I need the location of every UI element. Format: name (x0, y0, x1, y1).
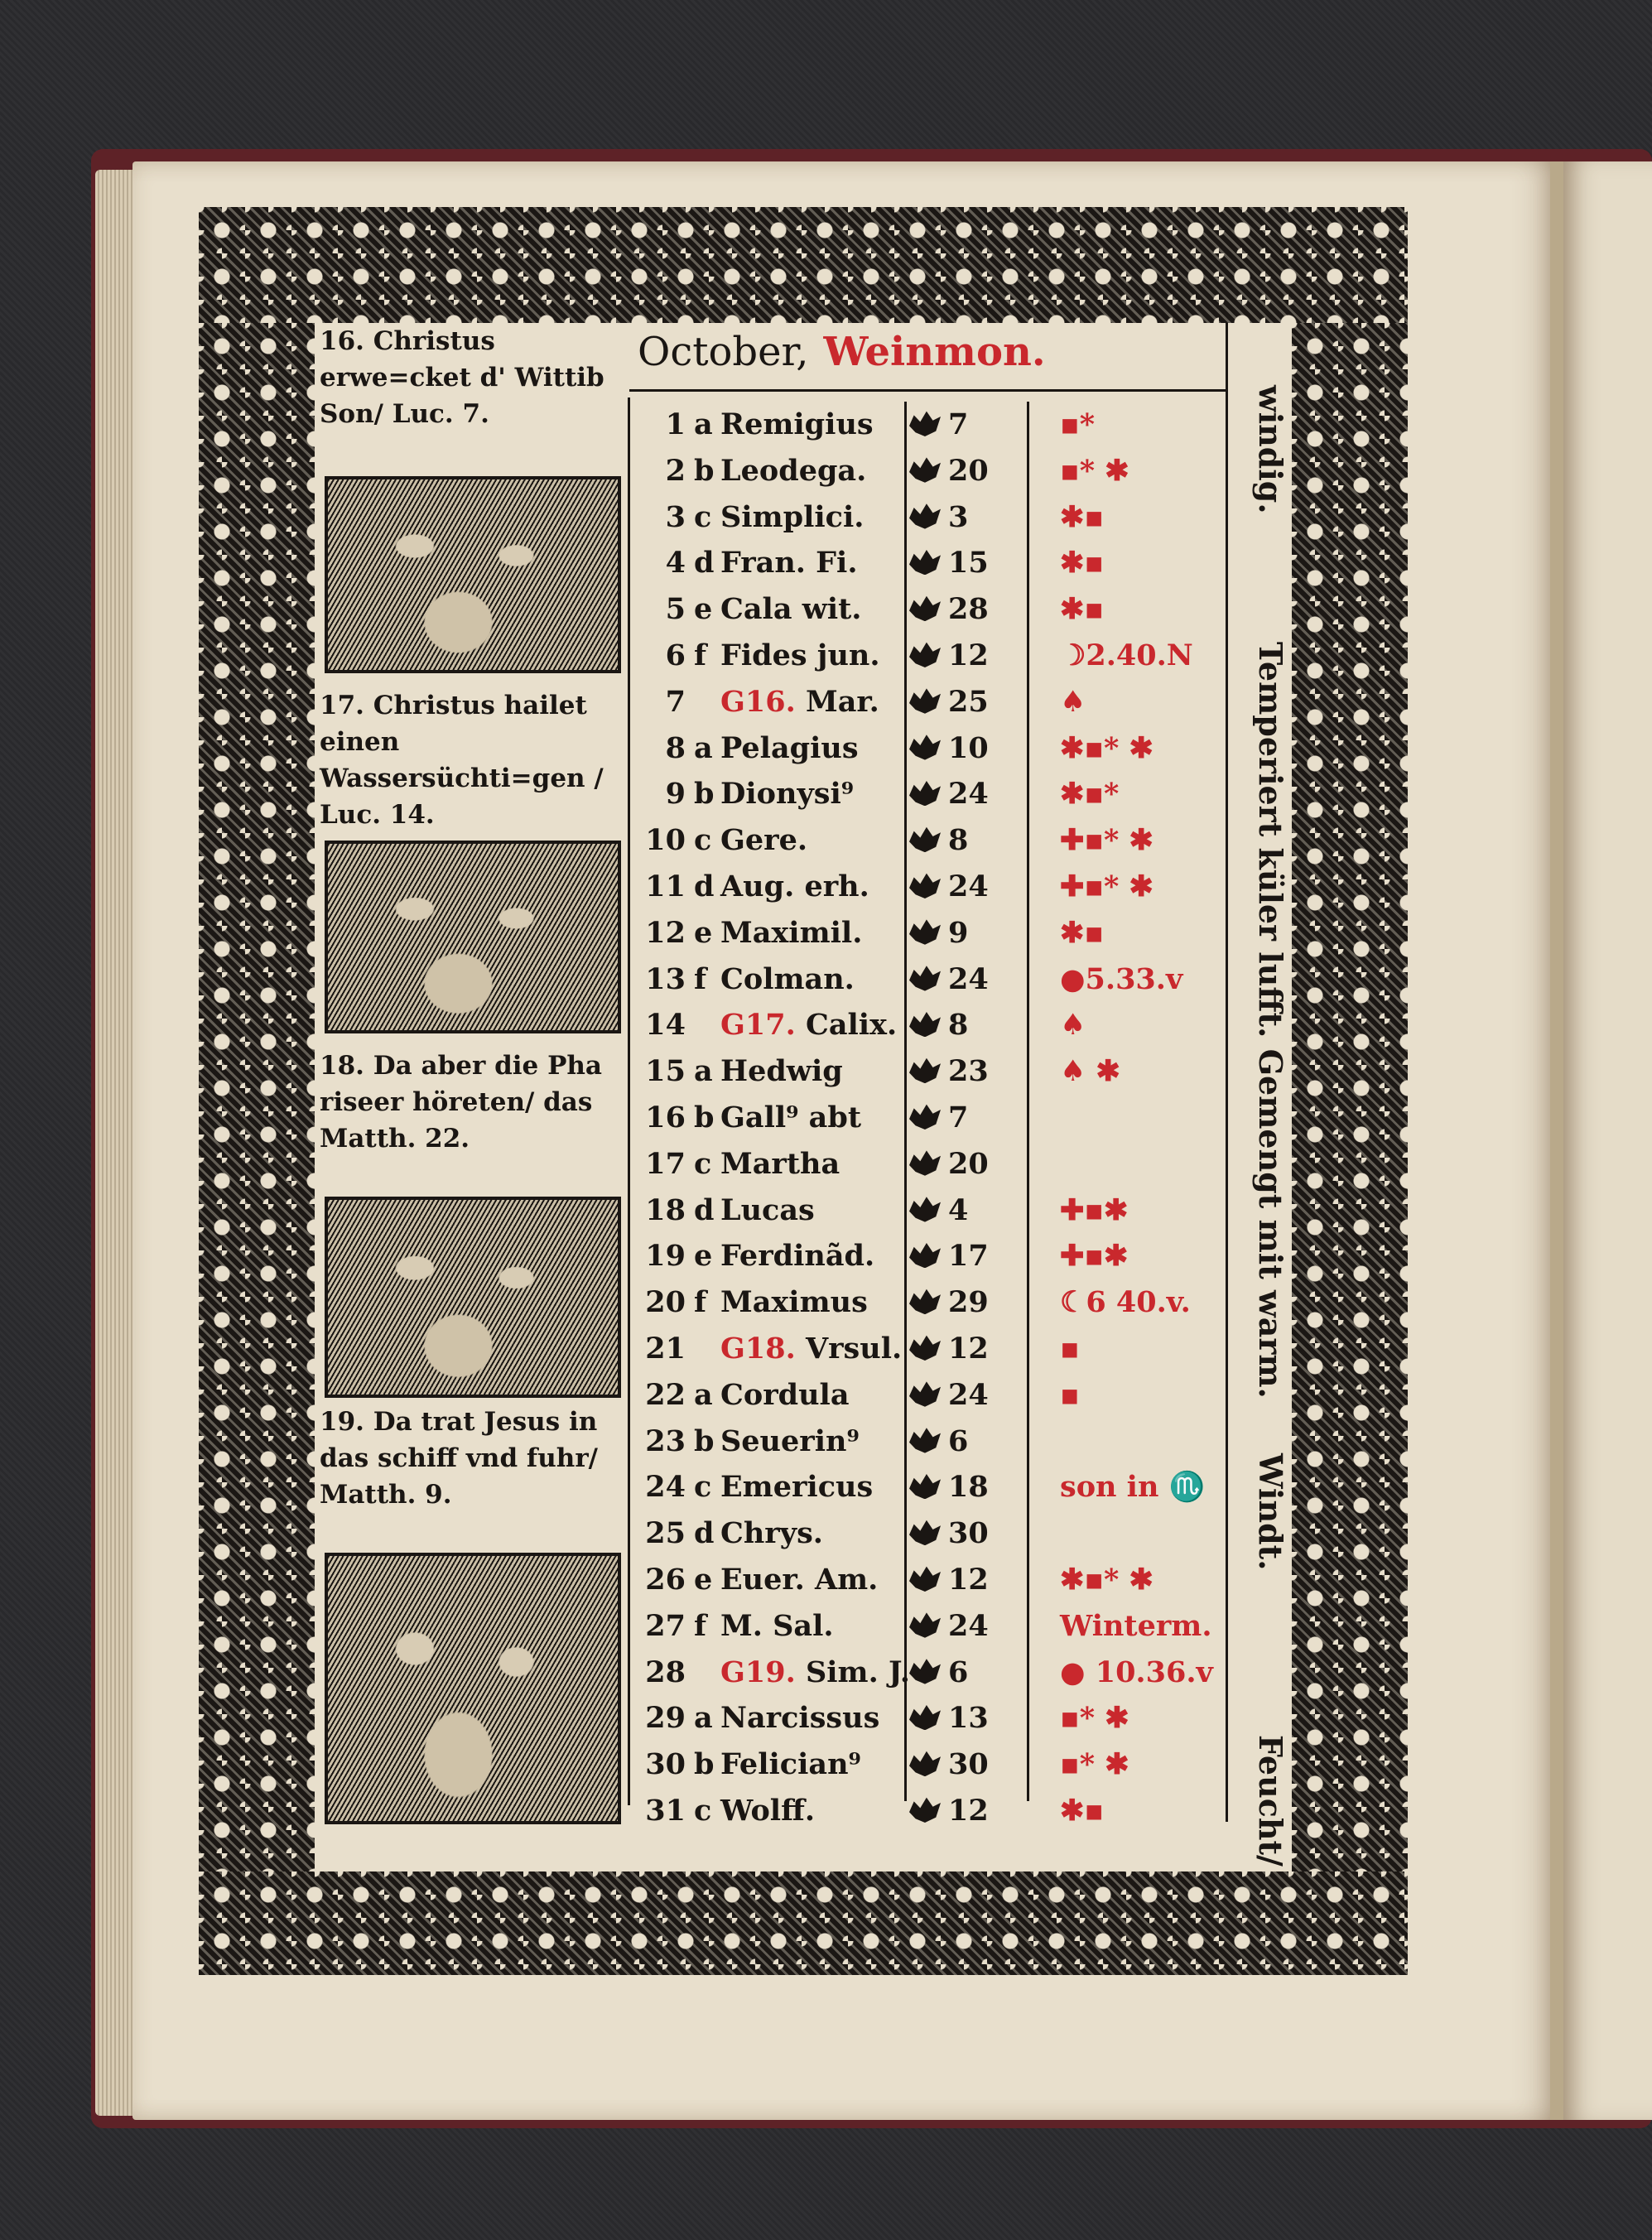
zodiac-sign-icon (909, 1380, 941, 1407)
woodcut-illustration (325, 476, 621, 673)
dominical-letter: e (694, 592, 713, 627)
calendar-content (315, 323, 1292, 1871)
aspect-symbols: ✱▪ (1060, 546, 1105, 580)
moon-degree: 24 (948, 870, 989, 903)
aspect-symbols: ✱▪ (1060, 915, 1105, 950)
day-row (629, 771, 1259, 817)
dominical-letter: b (694, 453, 715, 488)
saint-name: Gall⁹ abt (720, 1101, 861, 1134)
aspect-symbols: ✚▪✱ (1060, 1239, 1129, 1274)
dominical-letter: b (694, 1423, 715, 1458)
saint-name: Martha (720, 1146, 840, 1181)
aspect-symbols: ▪* (1060, 407, 1096, 441)
zodiac-sign-icon (909, 410, 941, 436)
aspect-symbols: ♠ (1060, 684, 1086, 719)
aspect-symbols: ✚▪✱ (1060, 1192, 1129, 1227)
day-row (629, 725, 1259, 772)
moon-degree: 25 (948, 684, 989, 719)
saint-name: G16. Mar. (720, 684, 879, 719)
day-number: 16 (645, 1101, 686, 1134)
saint-name: Fran. Fi. (720, 546, 858, 580)
woodcut-illustration (325, 1197, 621, 1398)
gospel-caption: 18. Da aber die Pha riseer höreten/ das Matth. 22. (320, 1051, 602, 1154)
zodiac-sign-icon (909, 1196, 941, 1222)
zodiac-sign-icon (909, 1519, 941, 1545)
border-left-ornament (199, 323, 315, 1871)
dominical-letter: f (694, 638, 707, 672)
saint-name: Lucas (720, 1192, 815, 1227)
day-row (629, 1233, 1259, 1279)
day-row (629, 1372, 1259, 1419)
dominical-letter: d (694, 870, 715, 903)
day-number: 2 (665, 453, 686, 488)
woodcut-illustration (325, 841, 621, 1033)
day-number: 6 (665, 638, 686, 672)
zodiac-sign-icon (909, 965, 941, 991)
moon-degree: 24 (948, 777, 989, 812)
saint-name: Dionysi⁹ (720, 777, 855, 812)
moon-degree: 30 (948, 1516, 989, 1551)
moon-degree: 15 (948, 546, 989, 580)
day-number: 3 (665, 499, 686, 534)
zodiac-sign-icon (909, 548, 941, 575)
moon-degree: 12 (948, 1332, 989, 1366)
zodiac-sign-icon (909, 1472, 941, 1499)
month-german: Weinmon. (823, 329, 1046, 375)
moon-degree: 17 (948, 1239, 989, 1274)
day-number: 11 (645, 870, 686, 903)
day-row (629, 1095, 1259, 1141)
day-number: 9 (665, 777, 686, 812)
dominical-letter: d (694, 1192, 715, 1227)
moon-degree: 13 (948, 1701, 989, 1736)
moon-degree: 28 (948, 592, 989, 627)
day-row (629, 1510, 1259, 1557)
saint-name: Simplici. (720, 499, 865, 534)
header-rule (629, 389, 1226, 392)
moon-degree: 12 (948, 1794, 989, 1828)
dominical-letter: b (694, 1747, 715, 1782)
aspect-symbols: ▪* ✱ (1060, 1701, 1129, 1736)
border-bottom-ornament (199, 1871, 1408, 1975)
moon-degree: 24 (948, 1608, 989, 1643)
aspect-symbols: ▪* ✱ (1060, 1747, 1129, 1782)
day-row (629, 1741, 1259, 1788)
saint-name: Seuerin⁹ (720, 1423, 860, 1458)
saint-name: Cala wit. (720, 592, 862, 627)
zodiac-sign-icon (909, 779, 941, 806)
day-row (629, 864, 1259, 910)
day-number: 1 (665, 407, 686, 441)
day-row (629, 448, 1259, 494)
day-row (629, 1557, 1259, 1603)
zodiac-sign-icon (909, 1565, 941, 1592)
saint-name: Wolff. (720, 1794, 816, 1828)
zodiac-sign-icon (909, 503, 941, 529)
aspect-symbols: ▪ (1060, 1332, 1080, 1366)
zodiac-sign-icon (909, 1750, 941, 1776)
gospel-column (315, 323, 625, 1871)
moon-degree: 7 (948, 1101, 969, 1134)
border-top-ornament (199, 207, 1408, 323)
day-row (629, 1279, 1259, 1326)
dominical-letter: c (694, 823, 712, 858)
day-number: 12 (645, 915, 686, 950)
day-row (629, 1464, 1259, 1510)
zodiac-sign-icon (909, 872, 941, 898)
dominical-letter: a (694, 1054, 713, 1089)
day-number: 23 (645, 1423, 686, 1458)
saint-name: Maximus (720, 1285, 868, 1320)
aspect-symbols: ●5.33.v (1060, 961, 1183, 996)
day-number: 7 (665, 684, 686, 719)
saint-name: Maximil. (720, 915, 863, 950)
month-separator: , (796, 329, 809, 375)
aspect-symbols: ♠ ✱ (1060, 1054, 1120, 1089)
day-number: 13 (645, 961, 686, 996)
day-number: 17 (645, 1146, 686, 1181)
day-row (629, 1419, 1259, 1465)
month-latin: October (638, 329, 797, 375)
day-row (629, 494, 1259, 541)
day-number: 14 (645, 1008, 686, 1043)
facing-page (1563, 161, 1652, 2120)
day-row (629, 1695, 1259, 1741)
aspect-symbols: ● 10.36.v (1060, 1655, 1213, 1689)
moon-degree: 3 (948, 499, 969, 534)
day-row (629, 910, 1259, 956)
weather-column (1246, 369, 1292, 1867)
saint-name: Pelagius (720, 730, 859, 765)
day-row (629, 402, 1259, 448)
moon-degree: 4 (948, 1192, 969, 1227)
day-row (629, 1187, 1259, 1234)
saint-name: M. Sal. (720, 1608, 834, 1643)
zodiac-sign-icon (909, 1288, 941, 1314)
dominical-letter: d (694, 1516, 715, 1551)
moon-degree: 20 (948, 453, 989, 488)
saint-name: Hedwig (720, 1054, 843, 1089)
zodiac-sign-icon (909, 456, 941, 483)
zodiac-sign-icon (909, 687, 941, 714)
day-row (629, 1788, 1259, 1834)
dominical-letter: c (694, 1470, 712, 1505)
border-right-ornament (1292, 323, 1408, 1871)
dominical-letter: f (694, 961, 707, 996)
saint-name: Chrys. (720, 1516, 823, 1551)
day-number: 22 (645, 1377, 686, 1412)
aspect-symbols: ☾6 40.v. (1060, 1285, 1191, 1320)
moon-degree: 12 (948, 1563, 989, 1597)
moon-degree: 24 (948, 961, 989, 996)
woodcut-illustration (325, 1553, 621, 1824)
day-number: 4 (665, 546, 686, 580)
saint-name: Colman. (720, 961, 855, 996)
day-row (629, 540, 1259, 586)
dominical-letter: b (694, 777, 715, 812)
aspect-symbols: ✱▪ (1060, 1794, 1105, 1828)
aspect-symbols: son in ♏ (1060, 1470, 1206, 1505)
dominical-letter: e (694, 1239, 713, 1274)
moon-degree: 23 (948, 1054, 989, 1089)
aspect-symbols: ✱▪ (1060, 592, 1105, 627)
zodiac-sign-icon (909, 1334, 941, 1361)
day-row (629, 1002, 1259, 1048)
moon-degree: 6 (948, 1423, 969, 1458)
day-number: 15 (645, 1054, 686, 1089)
dominical-letter: c (694, 499, 712, 534)
day-number: 21 (645, 1332, 686, 1366)
moon-degree: 10 (948, 730, 989, 765)
dominical-letter: e (694, 1563, 713, 1597)
zodiac-sign-icon (909, 826, 941, 852)
weather-note: Temperiert küler lufft. Gemengt mit warm. (1252, 642, 1289, 1399)
day-row (629, 1326, 1259, 1372)
aspect-symbols: ✱▪* ✱ (1060, 1563, 1154, 1597)
zodiac-sign-icon (909, 1611, 941, 1638)
saint-name: Emericus (720, 1470, 874, 1505)
dominical-letter: f (694, 1285, 707, 1320)
aspect-symbols: ♠ (1060, 1008, 1086, 1043)
day-row (629, 956, 1259, 1003)
moon-degree: 8 (948, 1008, 969, 1043)
aspect-symbols: ✱▪* ✱ (1060, 730, 1154, 765)
moon-degree: 24 (948, 1377, 989, 1412)
aspect-symbols: ✱▪ (1060, 499, 1105, 534)
zodiac-sign-icon (909, 1796, 941, 1823)
moon-degree: 20 (948, 1146, 989, 1181)
zodiac-sign-icon (909, 734, 941, 760)
dominical-letter: a (694, 407, 713, 441)
saint-name: Remigius (720, 407, 874, 441)
dominical-letter: b (694, 1101, 715, 1134)
gospel-caption: 17. Christus hailet einen Wassersüchti=gen / Luc. 14. (320, 691, 604, 830)
weather-note: windig. (1252, 385, 1289, 514)
dominical-letter: a (694, 1377, 713, 1412)
zodiac-sign-icon (909, 1427, 941, 1453)
gospel-caption: 16. Christus erwe=cket d' Wittib Son/ Luc. 7. (320, 326, 604, 429)
zodiac-sign-icon (909, 1658, 941, 1684)
saint-name: Ferdinãd. (720, 1239, 875, 1274)
day-number: 5 (665, 592, 686, 627)
day-row (629, 1141, 1259, 1187)
aspect-symbols: ☽2.40.N (1060, 638, 1193, 672)
dominical-letter: d (694, 546, 715, 580)
ornamental-frame (199, 207, 1408, 1975)
day-number: 24 (645, 1470, 686, 1505)
day-number: 20 (645, 1285, 686, 1320)
moon-degree: 7 (948, 407, 969, 441)
day-number: 27 (645, 1608, 686, 1643)
zodiac-sign-icon (909, 641, 941, 667)
day-number: 31 (645, 1794, 686, 1828)
saint-name: Euer. Am. (720, 1563, 879, 1597)
dominical-letter: c (694, 1146, 712, 1181)
day-row (629, 1650, 1259, 1696)
dominical-letter: e (694, 915, 713, 950)
zodiac-sign-icon (909, 1010, 941, 1037)
weather-note: Feucht/ (1252, 1735, 1289, 1867)
moon-degree: 30 (948, 1747, 989, 1782)
aspect-symbols: ✱▪* (1060, 777, 1120, 812)
day-number: 29 (645, 1701, 686, 1736)
day-number: 26 (645, 1563, 686, 1597)
aspect-symbols: ✚▪* ✱ (1060, 823, 1154, 858)
aspect-symbols: ▪ (1060, 1377, 1080, 1412)
saint-name: Leodega. (720, 453, 867, 488)
saint-name: G19. Sim. J. (720, 1655, 910, 1689)
day-row (629, 633, 1259, 679)
day-number: 8 (665, 730, 686, 765)
zodiac-sign-icon (909, 1149, 941, 1176)
day-row (629, 1048, 1259, 1095)
aspect-symbols: Winterm. (1060, 1608, 1212, 1643)
dominical-letter: f (694, 1608, 707, 1643)
moon-degree: 18 (948, 1470, 989, 1505)
day-number: 30 (645, 1747, 686, 1782)
day-row (629, 1603, 1259, 1650)
saint-name: Cordula (720, 1377, 850, 1412)
dominical-letter: c (694, 1794, 712, 1828)
aspect-symbols: ▪* ✱ (1060, 453, 1129, 488)
dominical-letter: a (694, 1701, 713, 1736)
day-row (629, 817, 1259, 864)
month-heading (638, 323, 1217, 385)
gospel-caption: 19. Da trat Jesus in das schiff vnd fuhr/ Matth. 9. (320, 1407, 598, 1510)
day-number: 10 (645, 823, 686, 858)
zodiac-sign-icon (909, 1241, 941, 1268)
day-number: 28 (645, 1655, 686, 1689)
moon-degree: 9 (948, 915, 969, 950)
moon-degree: 8 (948, 823, 969, 858)
saint-name: Felician⁹ (720, 1747, 861, 1782)
aspect-symbols: ✚▪* ✱ (1060, 870, 1154, 903)
moon-degree: 6 (948, 1655, 969, 1689)
saint-name: G18. Vrsul. (720, 1332, 903, 1366)
moon-degree: 12 (948, 638, 989, 672)
weather-note: Windt. (1252, 1453, 1289, 1571)
saint-name: Narcissus (720, 1701, 880, 1736)
day-number: 25 (645, 1516, 686, 1551)
day-row (629, 586, 1259, 633)
saint-name: Gere. (720, 823, 808, 858)
moon-degree: 29 (948, 1285, 989, 1320)
zodiac-sign-icon (909, 595, 941, 621)
saint-name: G17. Calix. (720, 1008, 898, 1043)
zodiac-sign-icon (909, 1103, 941, 1130)
zodiac-sign-icon (909, 1057, 941, 1083)
saint-name: Fides jun. (720, 638, 880, 672)
day-row (629, 679, 1259, 725)
saint-name: Aug. erh. (720, 870, 869, 903)
day-number: 18 (645, 1192, 686, 1227)
day-number: 19 (645, 1239, 686, 1274)
dominical-letter: a (694, 730, 713, 765)
zodiac-sign-icon (909, 1703, 941, 1730)
zodiac-sign-icon (909, 918, 941, 945)
